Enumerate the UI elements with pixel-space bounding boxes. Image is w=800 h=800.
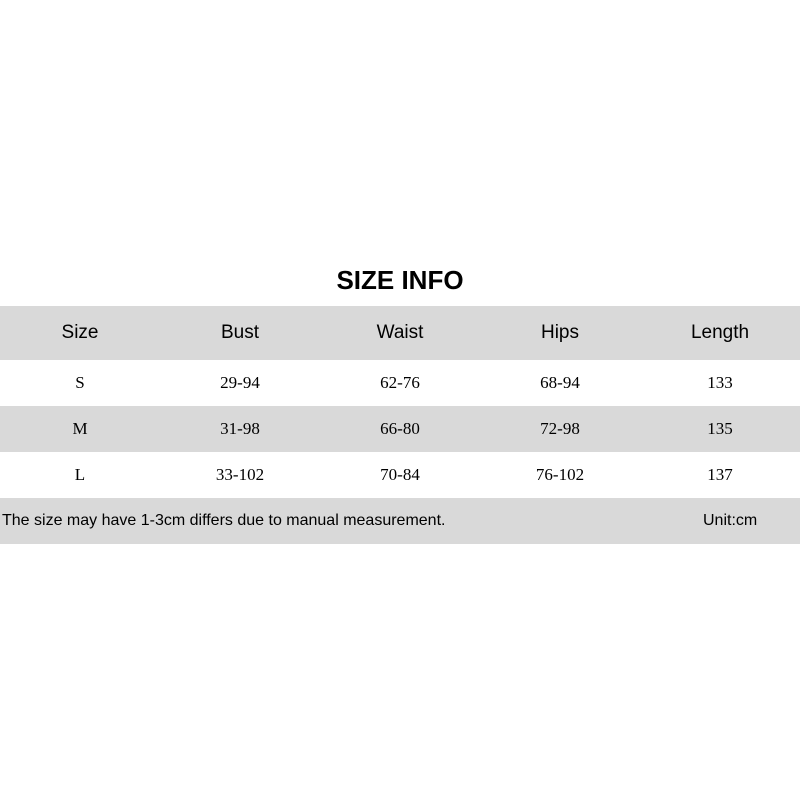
header-waist: Waist xyxy=(376,322,424,343)
table-header-row xyxy=(0,306,800,360)
cell-length: 135 xyxy=(707,419,733,438)
header-hips: Hips xyxy=(540,322,579,343)
measurement-note: The size may have 1-3cm differs due to manual measurement. xyxy=(2,512,446,529)
table-row xyxy=(0,452,800,498)
unit-label: Unit:cm xyxy=(703,512,758,529)
footnote-row xyxy=(0,498,800,544)
cell-length: 133 xyxy=(707,373,733,392)
cell-waist: 62-76 xyxy=(380,373,420,392)
cell-size: M xyxy=(72,419,88,438)
cell-hips: 68-94 xyxy=(540,373,580,392)
cell-size: S xyxy=(75,373,85,392)
header-size: Size xyxy=(61,322,99,343)
table-row xyxy=(0,406,800,452)
cell-bust: 31-98 xyxy=(220,419,260,438)
cell-waist: 66-80 xyxy=(380,419,420,438)
size-chart-table xyxy=(0,306,800,544)
cell-length: 137 xyxy=(707,465,733,484)
cell-hips: 72-98 xyxy=(540,419,580,438)
header-length: Length xyxy=(690,322,750,343)
cell-bust: 29-94 xyxy=(220,373,260,392)
table-row xyxy=(0,360,800,406)
cell-waist: 70-84 xyxy=(380,465,420,484)
cell-hips: 76-102 xyxy=(535,465,585,484)
page-title: SIZE INFO xyxy=(336,265,464,295)
cell-size: L xyxy=(74,465,86,484)
cell-bust: 33-102 xyxy=(215,465,265,484)
header-bust: Bust xyxy=(220,322,260,343)
